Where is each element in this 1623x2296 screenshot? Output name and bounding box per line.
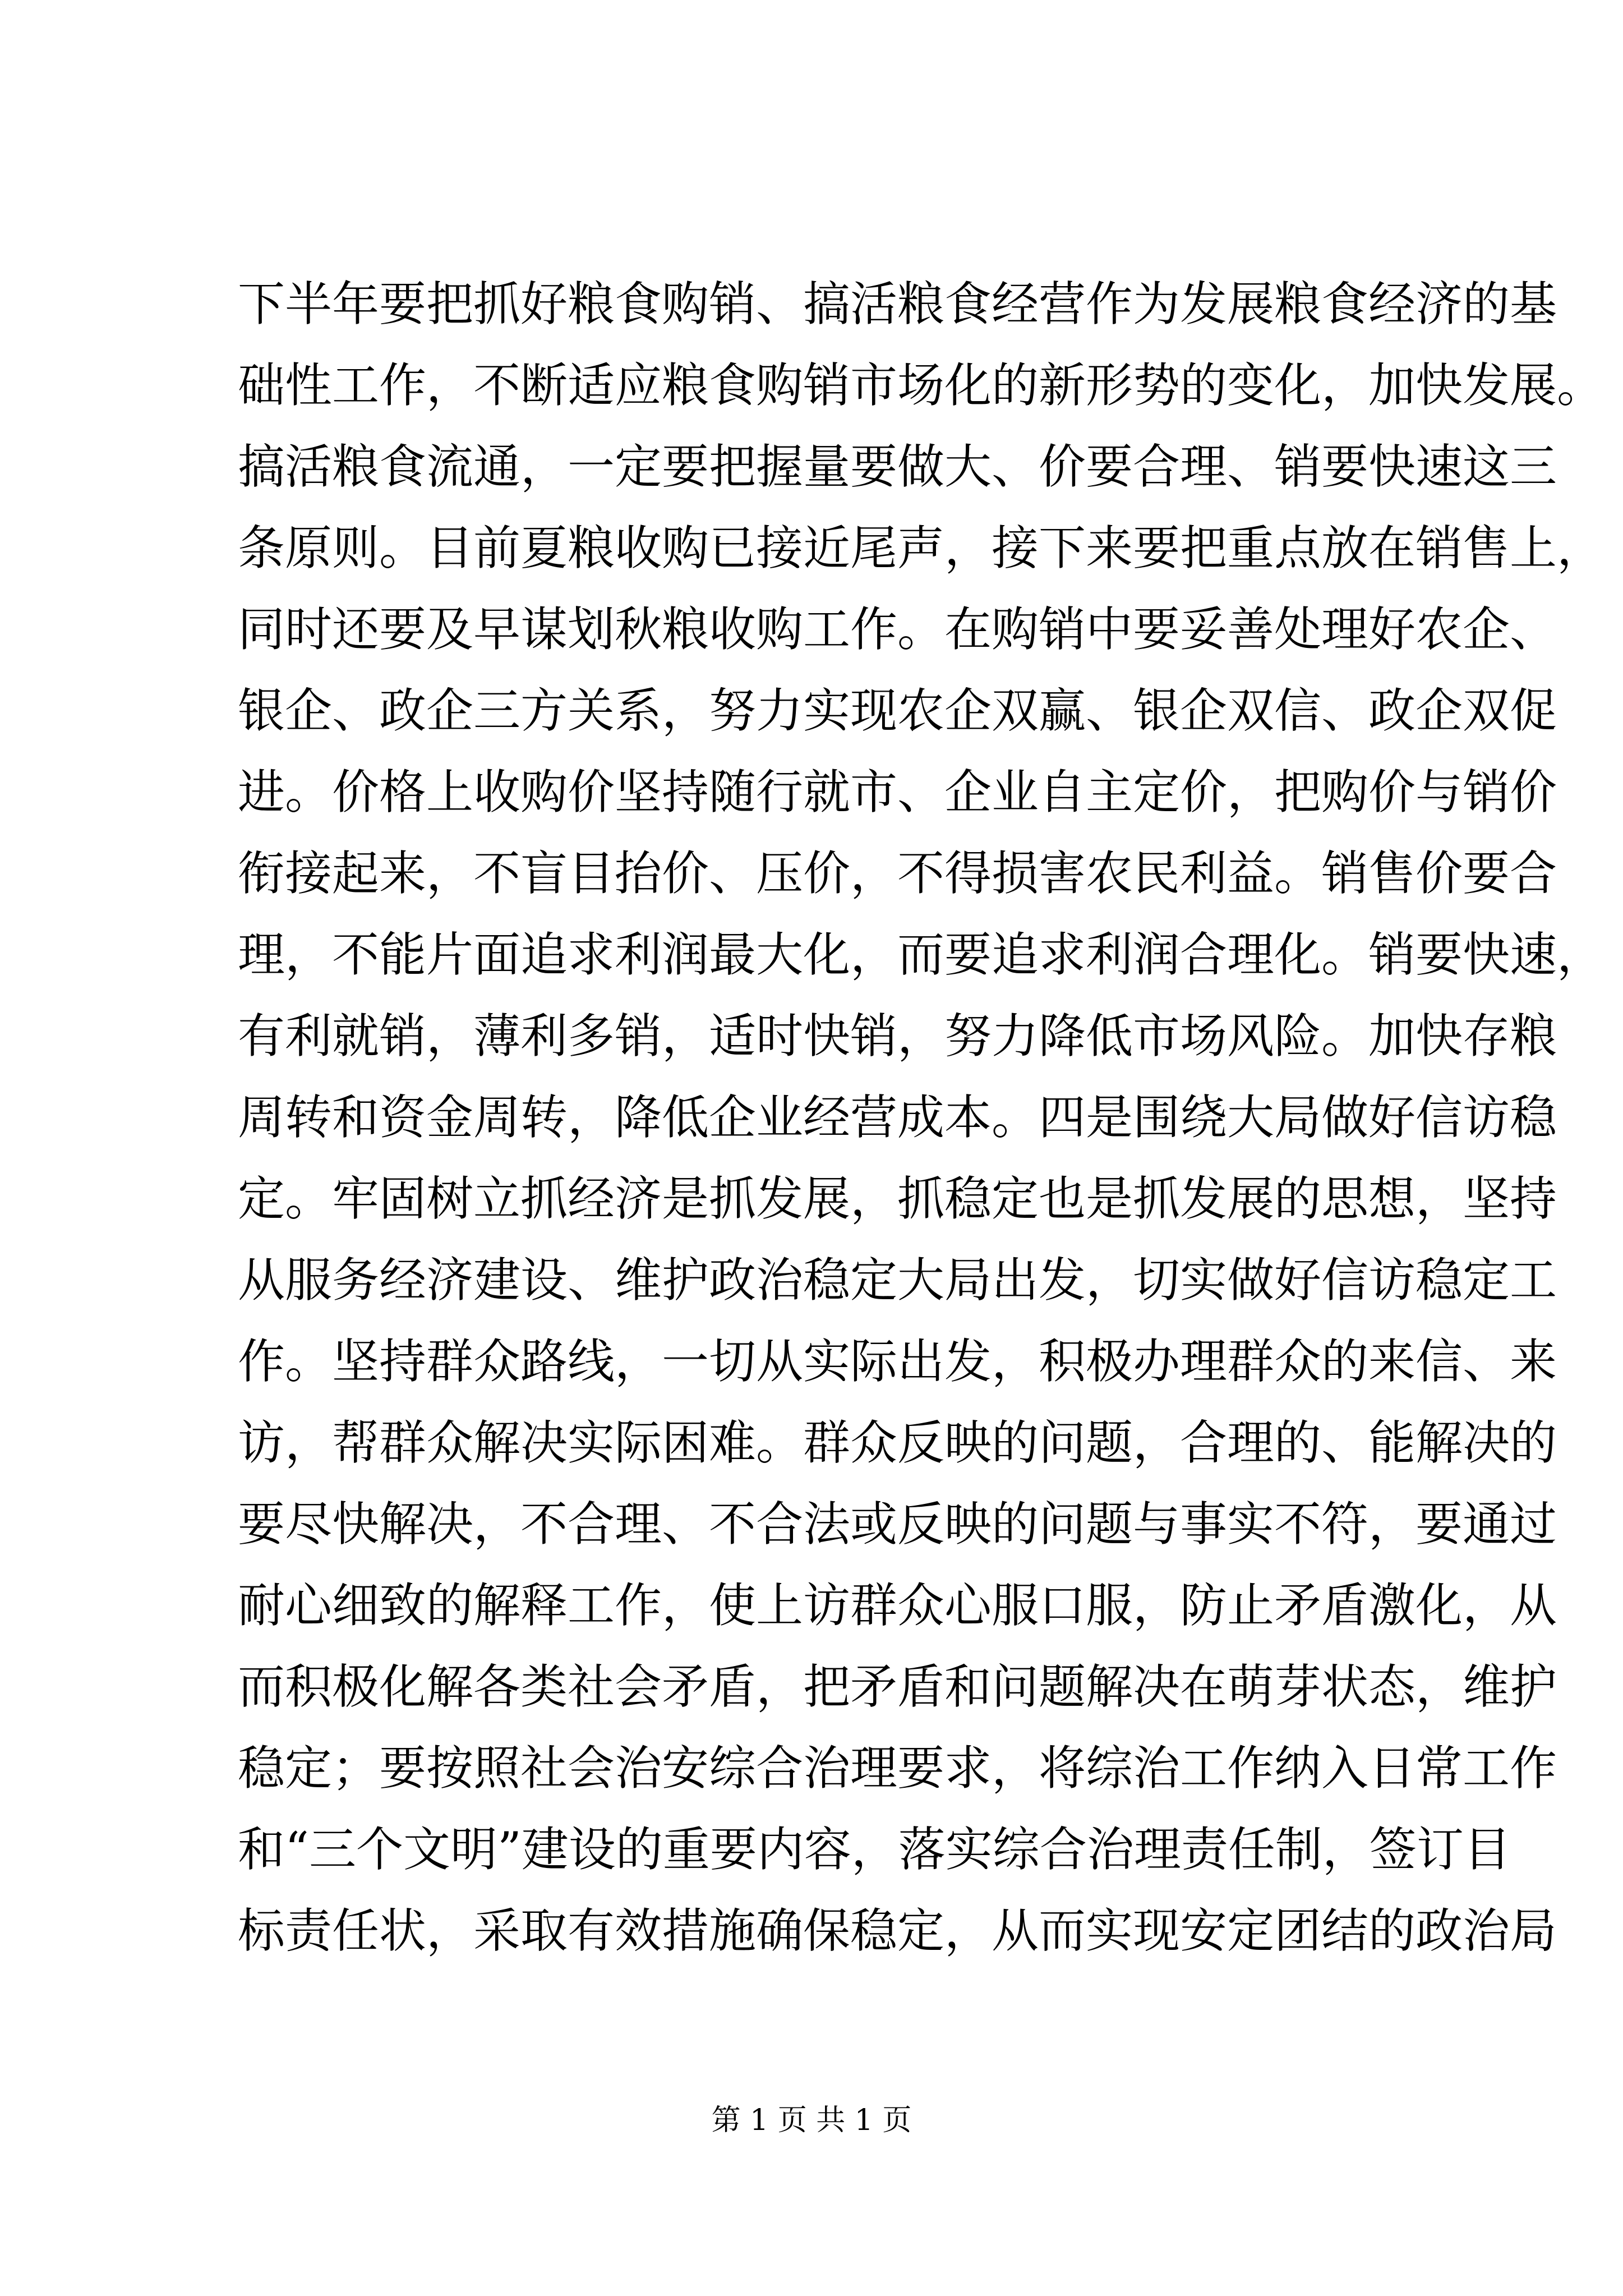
text-line-19: 稳定；要按照社会治安综合治理要求，将综治工作纳入日常工作 [238,1741,1557,1796]
text-line-13: 从服务经济建设、维护政治稳定大局出发，切实做好信访稳定工 [238,1253,1557,1308]
text-line-5: 同时还要及早谋划秋粮收购工作。在购销中要妥善处理好农企、 [238,602,1557,657]
text-line-18: 而积极化解各类社会矛盾，把矛盾和问题解决在萌芽状态，维护 [238,1659,1557,1714]
text-line-11: 周转和资金周转，降低企业经营成本。四是围绕大局做好信访稳 [238,1090,1557,1145]
text-line-21: 标责任状，采取有效措施确保稳定，从而实现安定团结的政治局 [238,1903,1557,1958]
text-line-20: 和“三个文明”建设的重要内容，落实综合治理责任制，签订目 [238,1822,1511,1877]
text-line-16: 要尽快解决，不合理、不合法或反映的问题与事实不符，要通过 [238,1497,1557,1552]
text-line-1: 下半年要把抓好粮食购销、搞活粮食经营作为发展粮食经济的基 [238,277,1557,332]
text-line-14: 作。坚持群众路线，一切从实际出发，积极办理群众的来信、来 [238,1334,1557,1389]
text-line-15: 访，帮群众解决实际困难。群众反映的问题，合理的、能解决的 [238,1415,1557,1470]
text-line-3: 搞活粮食流通，一定要把握量要做大、价要合理、销要快速这三 [238,439,1557,494]
text-line-12: 定。牢固树立抓经济是抓发展，抓稳定也是抓发展的思想，坚持 [238,1171,1557,1226]
text-line-6: 银企、政企三方关系，努力实现农企双赢、银企双信、政企双促 [238,683,1557,738]
text-line-8: 衔接起来，不盲目抬价、压价，不得损害农民利益。销售价要合 [238,846,1557,901]
text-line-4: 条原则。目前夏粮收购已接近尾声，接下来要把重点放在销售上， [238,521,1604,576]
text-line-7: 进。价格上收购价坚持随行就市、企业自主定价，把购价与销价 [238,765,1557,820]
page-number-footer: 第 1 页 共 1 页 [711,2104,912,2137]
text-line-10: 有利就销，薄利多销，适时快销，努力降低市场风险。加快存粮 [238,1009,1557,1064]
text-line-9: 理，不能片面追求利润最大化，而要追求利润合理化。销要快速， [238,927,1604,982]
text-line-2: 础性工作，不断适应粮食购销市场化的新形势的变化，加快发展。 [238,358,1604,413]
text-line-17: 耐心细致的解释工作，使上访群众心服口服，防止矛盾激化，从 [238,1578,1557,1633]
body-paragraph [238,264,1604,1972]
